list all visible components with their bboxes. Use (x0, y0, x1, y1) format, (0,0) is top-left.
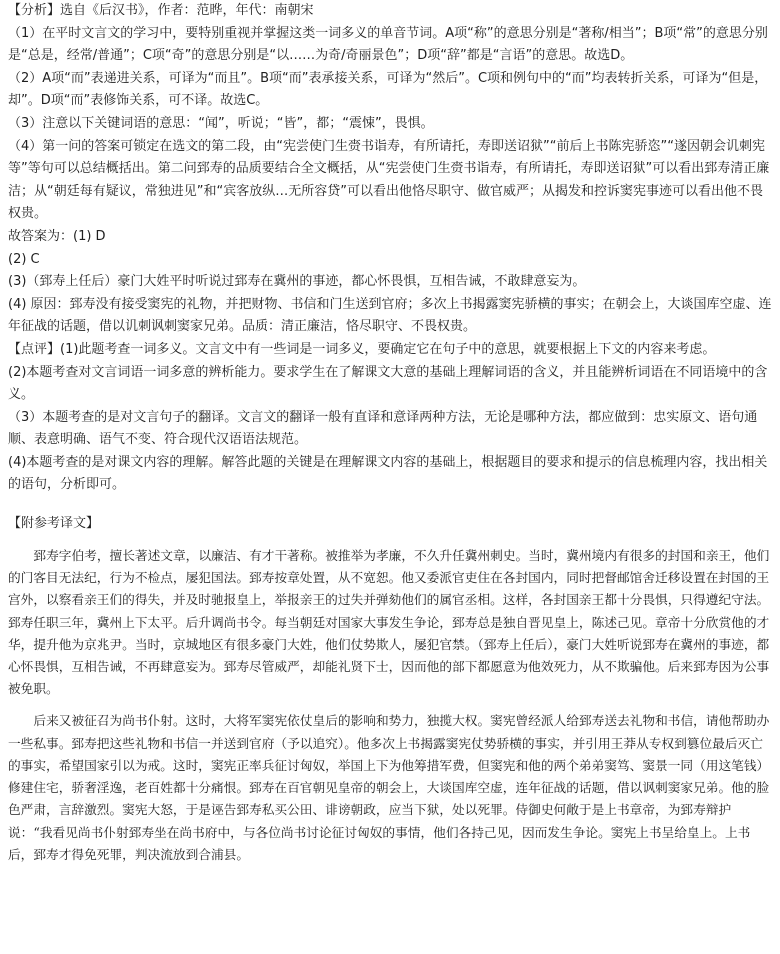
translation-header: 【附参考译文】 (8, 516, 100, 532)
answer-item-3: (3)（郅寿上任后）豪门大姓平时听说过郅寿在冀州的事迹，都心怀畏惧，互相告诫，不敢肆意妄为。 (8, 274, 586, 290)
answer-item-4: (4) 原因：郅寿没有接受窦宪的礼物，并把财物、书信和门生送到官府；多次上书揭露窦宪骄横的事实；在朝会上，大谈国库空虚、连年征战的话题，借以讥刺讽刺窦家兄弟。品质：清正廉洁，恪尽职守、不畏权贵。 (8, 296, 772, 335)
translation-paragraph-1: 郅寿字伯考，擅长著述文章，以廉洁、有才干著称。被推举为孝廉，不久升任冀州刺史。当时，冀州境内有很多的封国和亲王，他们的门客目无法纪，行为不检点，屡犯国法。郅寿按章处置，从不宽恕。他又委派官吏住在各封国内，同时把督邮馆舍迁移设置在封国的王宫外，以察看亲王们的得失，并及时驰报皇上，举报亲王的过失并弹劾他们的属官丞相。这样，各封国亲王都十分畏惧，只得遵纪守法。 郅寿任职三年，冀州上下太平。后升调尚书令。每当朝廷对国家大事发生争论，郅寿总是独自晋见皇上，陈述己见。章帝十分欣赏他的才华，提升他为京兆尹。当时，京城地区有很多豪门大姓，他们仗势欺人，屡犯官禁。（郅寿上任后），豪门大姓听说郅寿在冀州的事迹，都心怀畏惧，互相告诫，不再肆意妄为。郅寿尽管威严，却能礼贤下士，因而他的部下都愿意为他效死力，从不欺骗他。后来郅寿因为公事被免职。 (8, 548, 770, 697)
analysis-header: 【分析】选自《后汉书》，作者：范晔，年代：南朝宋 (8, 3, 314, 18)
answer-label: 故答案为：(1) D (8, 228, 106, 244)
comment-header: 【点评】(1)此题考查一词多义。文言文中有一些词是一词多义，要确定它在句子中的意思，就要根据上下文的内容来考虑。 (8, 341, 716, 357)
analysis-item-1: （1）在平时文言文的学习中，要特别重视并掌握这类一词多义的单音节词。A项“称”的意思分别是“著称/相当”；B项“常”的意思分别是“总是，经常/普通”；C项“奇”的意思分别是“以……为奇/奇丽景色”；D项“辞”都是“言语”的意思。故选D。 (8, 25, 768, 64)
analysis-item-4: （4）第一问的答案可锁定在选文的第二段，由“宪尝使门生赍书诣寿，有所请托，寿即送诏狱”“前后上书陈宪骄恣”“遂因朝会讥刺宪等”等句可以总结概括出。第二问郅寿的品质要结合全文概括，从“宪尝使门生赍书诣寿，有所请托，寿即送诏狱”可以看出郅寿清正廉洁；从“朝廷每有疑议，常独进见”和“宾客放纵…无所容贷”可以看出他恪尽职守、做官威严；从揭发和控诉窦宪事迹可以看出他不畏权贵。 (8, 138, 770, 222)
analysis-item-2: （2）A项“而”表递进关系，可译为“而且”。B项“而”表承接关系，可译为“然后”。C项和例句中的“而”均表转折关系，可译为“但是，却”。D项“而”表修饰关系，可不译。故选C。 (8, 70, 768, 109)
analysis-item-3: （3）注意以下关键词语的意思：“闻”，听说；“皆”，都；“震悚”，畏惧。 (8, 115, 434, 131)
comment-section (8, 339, 772, 497)
translation-section (8, 545, 772, 866)
analysis-section (8, 0, 772, 226)
comment-item-4: (4)本题考查的是对课文内容的理解。解答此题的关键是在理解课文内容的基础上，根据题目的要求和提示的信息梳理内容，找出相关的语句，分析即可。 (8, 454, 768, 493)
answers-section (8, 226, 772, 339)
answer-item-2: (2) C (8, 251, 40, 267)
translation-paragraph-2: 后来又被征召为尚书仆射。这时，大将军窦宪依仗皇后的影响和势力，独揽大权。窦宪曾经派人给郅寿送去礼物和书信，请他帮助办一些私事。郅寿把这些礼物和书信一并送到官府（予以追究）。他多次上书揭露窦宪仗势骄横的事实，并引用王莽从专权到篡位最后灭亡的事实，希望国家引以为戒。这时，窦宪正率兵征讨匈奴，举国上下为他筹措军费，但窦宪和他的两个弟弟窦笃、窦景一同（用这笔钱）修建住宅，骄奢淫逸，老百姓都十分痛恨。郅寿在百官朝见皇帝的朝会上，大谈国库空虚，连年征战的话题，借以讽刺窦家兄弟。他的脸色严肃，言辞激烈。窦宪大怒，于是诬告郅寿私买公田、诽谤朝政，应当下狱，处以死罪。侍御史何敞于是上书章帝，为郅寿辩护说：“我看见尚书仆射郅寿坐在尚书府中，与各位尚书讨论征讨匈奴的事情，他们各持己见，因而发生争论。窦宪上书呈给皇上。上书后，郅寿才得免死罪，判决流放到合浦县。 (8, 713, 770, 862)
translation-header-wrap (8, 511, 772, 535)
comment-item-2: (2)本题考查对文言词语一词多意的辨析能力。要求学生在了解课文大意的基础上理解词语的含义，并且能辨析词语在不同语境中的含义。 (8, 364, 768, 403)
comment-item-3: （3）本题考查的是对文言句子的翻译。文言文的翻译一般有直译和意译两种方法，无论是哪种方法，都应做到：忠实原文、语句通顺、表意明确、语气不变、符合现代汉语语法规范。 (8, 409, 758, 448)
